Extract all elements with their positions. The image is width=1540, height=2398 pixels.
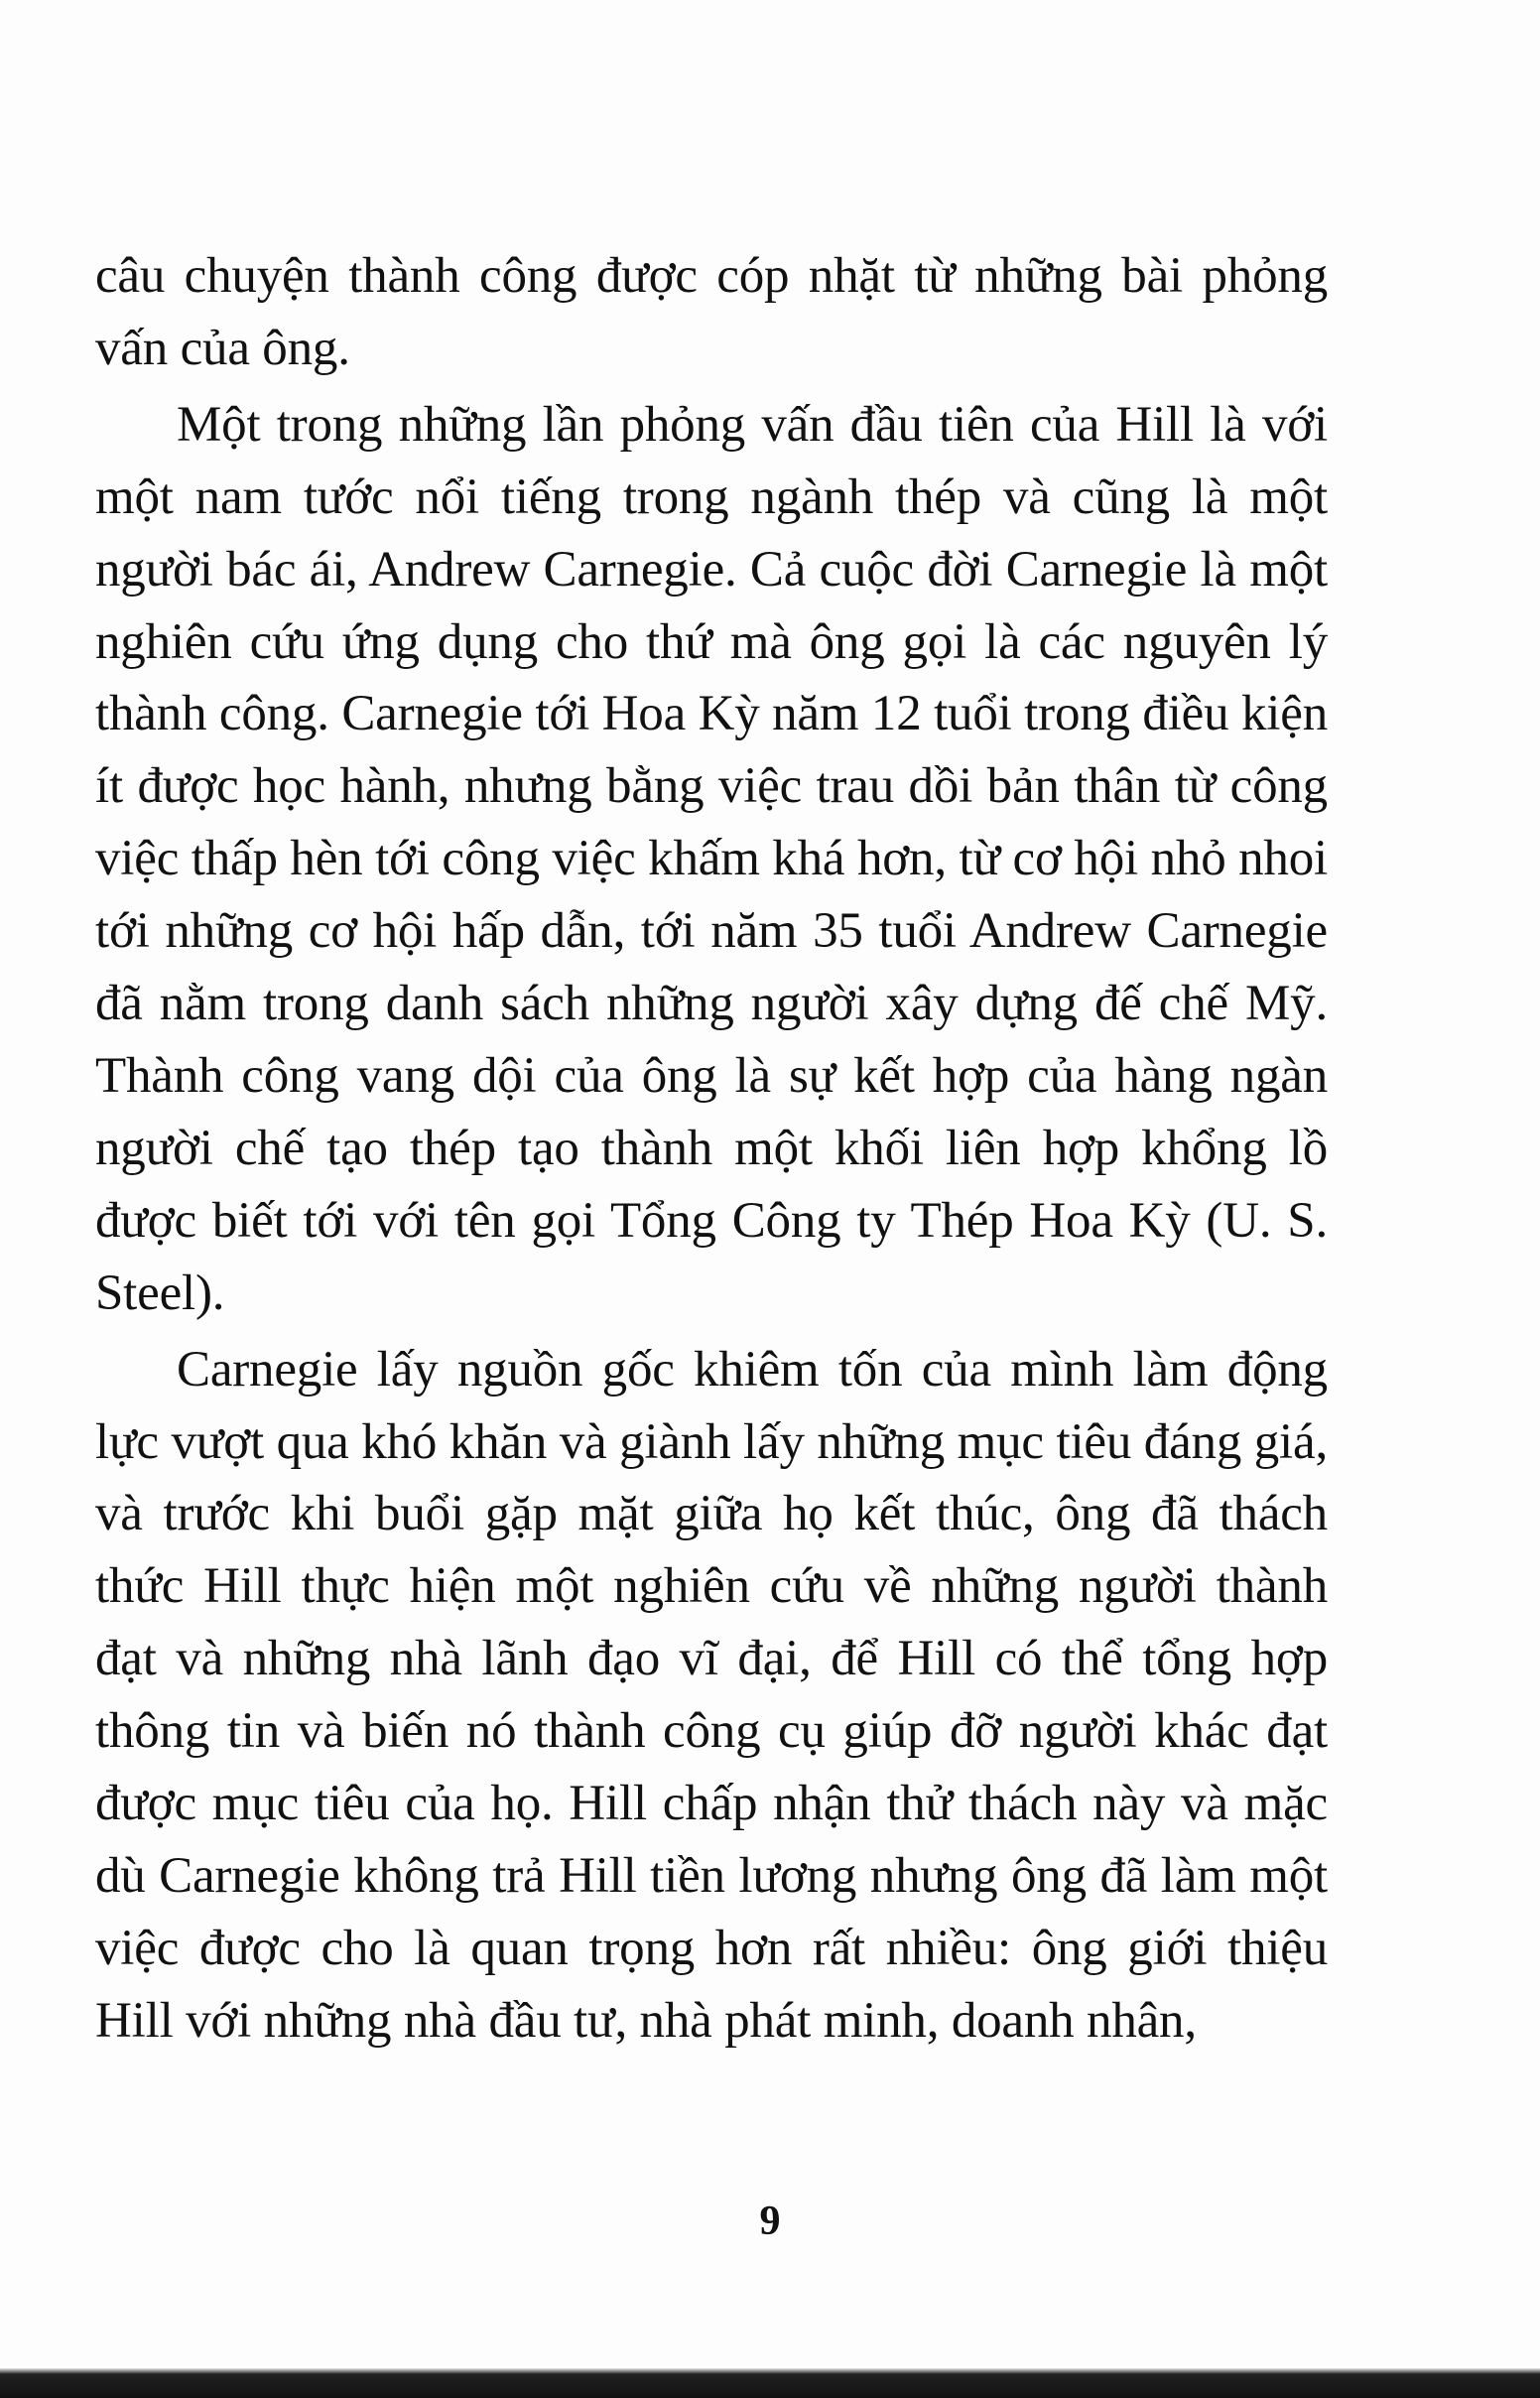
paragraph-continuation: câu chuyện thành công được cóp nhặt từ những bài phỏng vấn của ông.	[95, 248, 1328, 376]
page-bottom-edge	[0, 2368, 1540, 2398]
paragraph-carnegie-intro: Một trong những lần phỏng vấn đầu tiên của Hill là với một nam tước nổi tiếng trong ngành thép và cũng là một người bác ái, Andrew Carnegie. Cả cuộc đời Carnegie là một nghiên cứu ứng dụng cho thứ mà ông gọi là các nguyên lý thành công. Carnegie tới Hoa Kỳ năm 12 tuổi trong điều kiện ít được học hành, nhưng bằng việc trau dồi bản thân từ công việc thấp hèn tới công việc khấm khá hơn, từ cơ hội nhỏ nhoi tới những cơ hội hấp dẫn, tới năm 35 tuổi Andrew Carnegie đã nằm trong danh sách những người xây dựng đế chế Mỹ. Thành công vang dội của ông là sự kết hợp của hàng ngàn người chế tạo thép tạo thành một khối liên hợp khổng lồ được biết tới với tên gọi Tổng Công ty Thép Hoa Kỳ (U. S. Steel).	[95, 396, 1328, 1321]
page-number: 9	[759, 2198, 781, 2244]
body-text	[95, 240, 1328, 2058]
paragraph-carnegie-challenge: Carnegie lấy nguồn gốc khiêm tốn của mình làm động lực vượt qua khó khăn và giành lấy những mục tiêu đáng giá, và trước khi buổi gặp mặt giữa họ kết thúc, ông đã thách thức Hill thực hiện một nghiên cứu về những người thành đạt và những nhà lãnh đạo vĩ đại, để Hill có thể tổng hợp thông tin và biến nó thành công cụ giúp đỡ người khác đạt được mục tiêu của họ. Hill chấp nhận thử thách này và mặc dù Carnegie không trả Hill tiền lương nhưng ông đã làm một việc được cho là quan trọng hơn rất nhiều: ông giới thiệu Hill với những nhà đầu tư, nhà phát minh, doanh nhân,	[95, 1341, 1328, 2049]
